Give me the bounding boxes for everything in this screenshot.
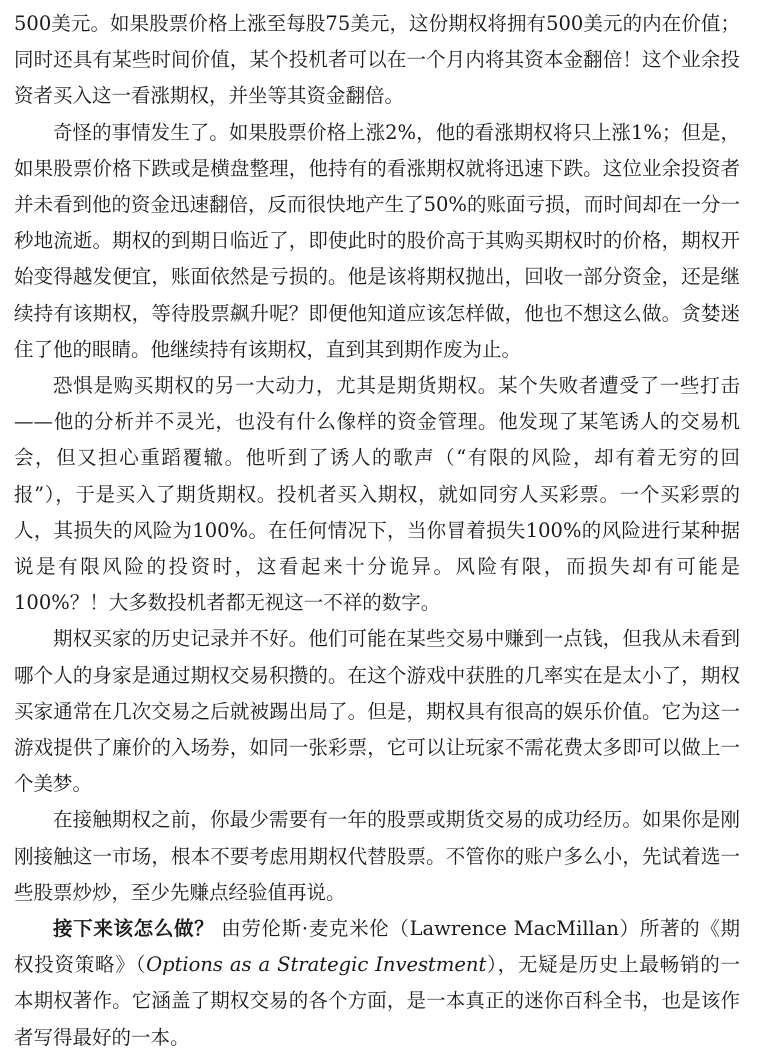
paragraph-3: 恐惧是购买期权的另一大动力，尤其是期货期权。某个失败者遭受了一些打击——他的分析并不灵光，也没有什么像样的资金管理。他发现了某笔诱人的交易机会，但又担心重蹈覆辙。他听到了诱人的歌声（“有限的风险，却有着无穷的回报”），于是买入了期货期权。投机者买入期权，就如同穷人买彩票。一个买彩票的人，其损失的风险为100%。在任何情况下，当你冒着损失100%的风险进行某种据说是有限风险的投资时，这看起来十分诡异。风险有限，而损失却有可能是100%？！大多数投机者都无视这一不祥的数字。 — [14, 374, 740, 615]
paragraph-6-text-b: ），无疑是历史上最畅销的一本期权著作。它涵盖了期权交易的各个方面，是一本真正的迷你百科全书，也是该作者写得最好的一本。 — [14, 953, 740, 1049]
paragraph-1: 500美元。如果股票价格上涨至每股75美元，这份期权将拥有500美元的内在价值；同时还具有某些时间价值，某个投机者可以在一个月内将其资本金翻倍！这个业余投资者买入这一看涨期权，并坐等其资金翻倍。 — [14, 12, 740, 108]
section-lead-heading: 接下来该怎么做？ — [53, 917, 215, 941]
paragraph-4: 期权买家的历史记录并不好。他们可能在某些交易中赚到一点钱，但我从未看到哪个人的身家是通过期权交易积攒的。在这个游戏中获胜的几率实在是太小了，期权买家通常在几次交易之后就被踢出局了。但是，期权具有很高的娱乐价值。它为这一游戏提供了廉价的入场券，如同一张彩票，它可以让玩家不需花费太多即可以做上一个美梦。 — [14, 627, 740, 796]
paragraph-5: 在接触期权之前，你最少需要有一年的股票或期货交易的成功经历。如果你是刚刚接触这一市场，根本不要考虑用期权代替股票。不管你的账户多么小，先试着选一些股票炒炒，至少先赚点经验值再说。 — [14, 808, 740, 904]
paragraph-2: 奇怪的事情发生了。如果股票价格上涨2%，他的看涨期权将只上涨1%；但是，如果股票价格下跌或是横盘整理，他持有的看涨期权就将迅速下跌。这位业余投资者并未看到他的资金迅速翻倍，反而很快地产生了50%的账面亏损，而时间却在一分一秒地流逝。期权的到期日临近了，即使此时的股价高于其购买期权时的价格，期权开始变得越发便宜，账面依然是亏损的。他是该将期权抛出，回收一部分资金，还是继续持有该期权，等待股票飙升呢？即便他知道应该怎样做，他也不想这么做。贪婪迷住了他的眼睛。他继续持有该期权，直到其到期作废为止。 — [14, 120, 740, 361]
paragraph-6 — [14, 911, 740, 1056]
book-english-title: Options as a Strategic Investment — [146, 953, 487, 977]
paragraph-6-text-a: 由劳伦斯·麦克米伦（Lawrence MacMillan）所著的《期权投资策略》（ — [14, 917, 740, 977]
